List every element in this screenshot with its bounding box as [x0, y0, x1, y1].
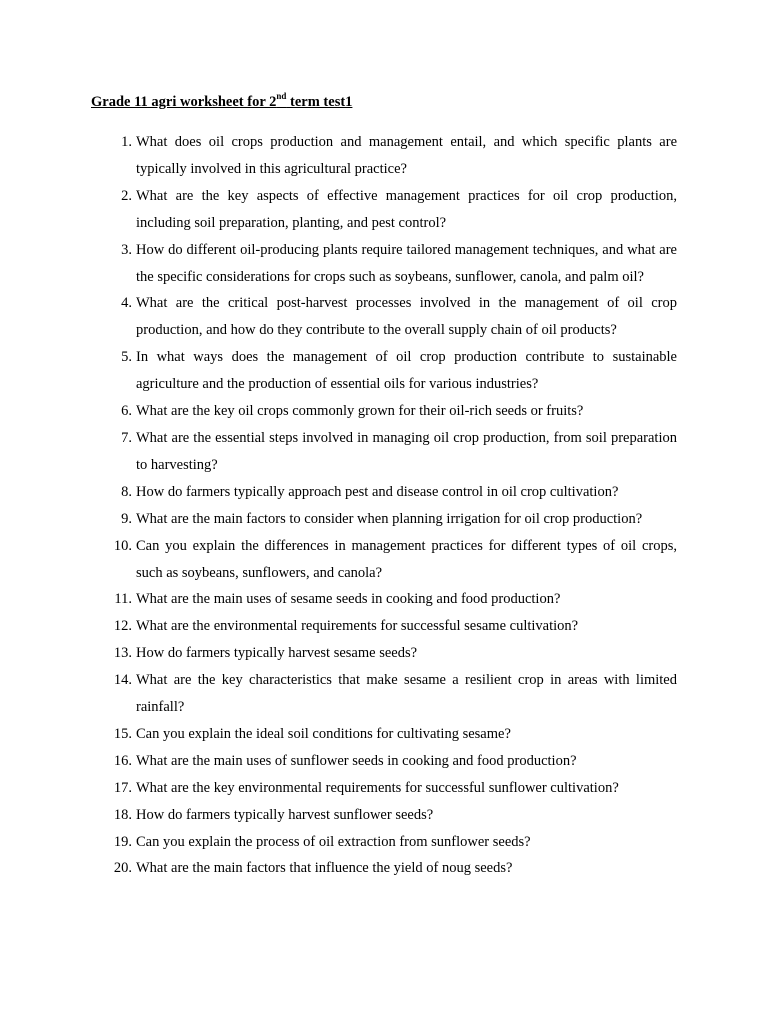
- question-number: 5.: [121, 349, 132, 366]
- list-item: [121, 425, 677, 479]
- list-item: [121, 398, 677, 425]
- question-text: Can you explain the process of oil extraction from sunflower seeds?: [136, 833, 531, 850]
- question-text: What are the main factors to consider when planning irrigation for oil crop production?: [136, 510, 643, 527]
- question-number: 15.: [113, 725, 132, 742]
- question-list: [113, 129, 677, 882]
- question-text: What are the key characteristics that make sesame a resilient crop in areas with limited rainfall?: [136, 672, 677, 716]
- list-item: [121, 344, 677, 398]
- list-item: [113, 829, 677, 856]
- question-text: What are the environmental requirements for successful sesame cultivation?: [136, 618, 579, 635]
- question-text: How do farmers typically harvest sunflower seeds?: [136, 806, 434, 823]
- list-item: [121, 290, 677, 344]
- question-number: 11.: [114, 591, 132, 608]
- question-text: What are the essential steps involved in managing oil crop production, from soil preparation to harvesting?: [136, 429, 677, 473]
- question-text: What are the main uses of sunflower seeds in cooking and food production?: [136, 752, 577, 769]
- question-number: 3.: [121, 241, 132, 258]
- question-text: What are the main uses of sesame seeds in cooking and food production?: [136, 591, 561, 608]
- question-number: 20.: [113, 860, 132, 877]
- question-number: 2.: [121, 187, 132, 204]
- question-number: 8.: [121, 483, 132, 500]
- question-number: 4.: [121, 295, 132, 312]
- question-text: What does oil crops production and management entail, and which specific plants are typically involved in this agricultural practice?: [136, 134, 677, 177]
- title-text-end: term test1: [286, 94, 353, 110]
- list-item: [113, 533, 677, 587]
- worksheet-title: [91, 92, 352, 112]
- list-item: [121, 479, 677, 506]
- question-text: What are the key oil crops commonly grown for their oil-rich seeds or fruits?: [136, 403, 584, 420]
- question-number: 1.: [121, 134, 132, 150]
- question-text: Can you explain the differences in management practices for different types of oil crops, such as soybeans, sunflowers, and canola?: [136, 537, 677, 581]
- question-number: 14.: [113, 672, 132, 689]
- question-number: 19.: [113, 833, 132, 850]
- list-item: [121, 506, 677, 533]
- list-item: [121, 237, 677, 291]
- question-number: 12.: [113, 618, 132, 635]
- list-item: [113, 775, 677, 802]
- question-text: How do farmers typically harvest sesame seeds?: [136, 645, 418, 662]
- list-item: [113, 667, 677, 721]
- list-item: [113, 640, 677, 667]
- question-text: In what ways does the management of oil crop production contribute to sustainable agriculture and the production of essential oils for various industries?: [136, 349, 677, 393]
- title-text: Grade 11 agri worksheet for 2: [91, 94, 277, 110]
- list-item: [113, 802, 677, 829]
- question-text: Can you explain the ideal soil conditions for cultivating sesame?: [136, 725, 511, 742]
- question-text: What are the critical post-harvest processes involved in the management of oil crop production, and how do they contribute to the overall supply chain of oil products?: [136, 295, 677, 339]
- question-number: 7.: [121, 429, 132, 446]
- question-number: 6.: [121, 403, 132, 420]
- question-number: 9.: [121, 510, 132, 527]
- question-text: What are the key aspects of effective management practices for oil crop production, including soil preparation, planting, and pest control?: [136, 187, 677, 231]
- list-item: [121, 183, 677, 237]
- question-number: 16.: [113, 752, 132, 769]
- question-text: What are the main factors that influence the yield of noug seeds?: [136, 860, 513, 877]
- list-item: [121, 129, 677, 183]
- list-item: [113, 721, 677, 748]
- list-item: [113, 748, 677, 775]
- list-item: [114, 586, 677, 613]
- title-superscript: nd: [276, 91, 287, 102]
- question-text: What are the key environmental requirements for successful sunflower cultivation?: [136, 779, 619, 796]
- question-text: How do different oil-producing plants require tailored management techniques, and what are the specific considerations for crops such as soybeans, sunflower, canola, and palm oil?: [136, 241, 677, 285]
- question-number: 13.: [113, 645, 132, 662]
- list-item: [113, 855, 677, 882]
- question-number: 10.: [113, 537, 132, 554]
- question-number: 18.: [113, 806, 132, 823]
- question-text: How do farmers typically approach pest and disease control in oil crop cultivation?: [136, 483, 619, 500]
- question-number: 17.: [113, 779, 132, 796]
- list-item: [113, 613, 677, 640]
